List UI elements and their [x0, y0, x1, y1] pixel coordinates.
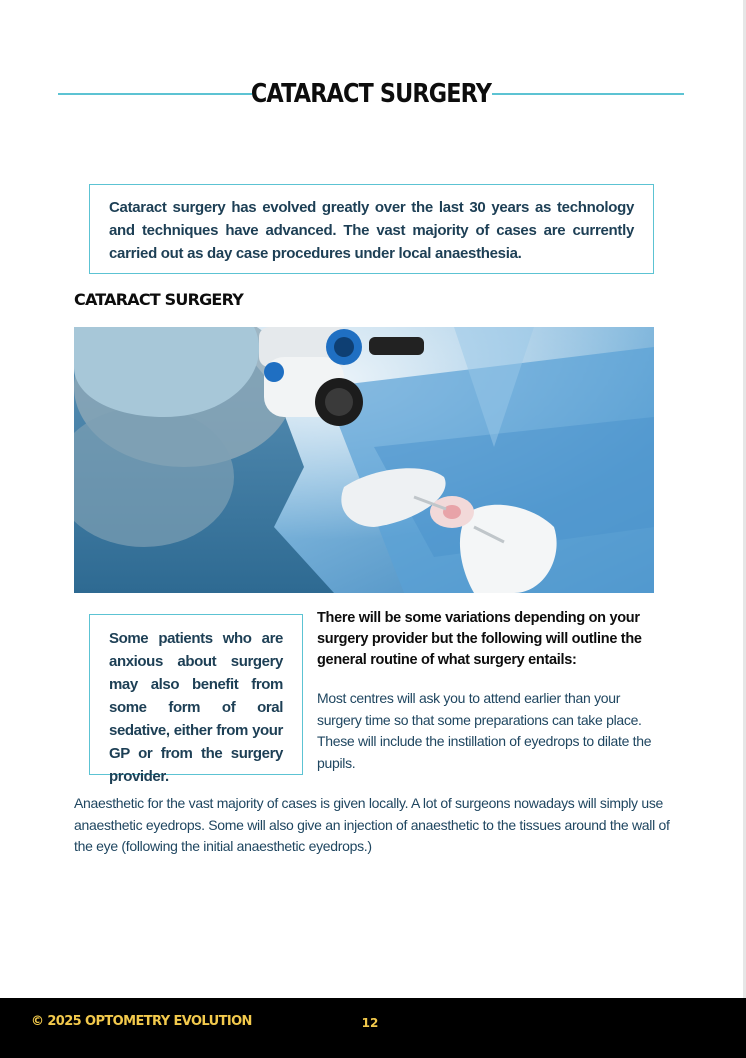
section-heading: CATARACT SURGERY — [74, 290, 243, 309]
footer-copyright: © 2025 OPTOMETRY EVOLUTION — [31, 1014, 252, 1029]
intro-callout-text: Cataract surgery has evolved greatly over the last 30 years as technology and techniques have advanced. The vast majority of cases are currently carried out as day case procedures under local anaesthesia. — [109, 199, 634, 262]
preparation-text: Most centres will ask you to attend earlier than your surgery time so that some preparations can take place. These will include the instillation of eyedrops to dilate the pupils. — [317, 690, 652, 771]
sedation-callout-text: Some patients who are anxious about surgery may also benefit from some form of oral sedative, either from your GP or from the surgery provider. — [109, 630, 283, 785]
title-row — [58, 72, 684, 116]
anaesthetic-paragraph: Anaesthetic for the vast majority of cases is given locally. A lot of surgeons nowadays will simply use anaesthetic eyedrops. Some will also give an injection of anaesthetic to the tissues around the wall of the eye (following the initial anaesthetic eyedrops.) — [74, 795, 670, 854]
surgery-photo — [74, 327, 654, 593]
surgeon-microscope-photo-icon — [74, 327, 654, 593]
routine-lead-text: There will be some variations depending on your surgery provider but the following will outline the general routine of what surgery entails: — [317, 610, 642, 668]
footer-bar — [0, 998, 746, 1058]
right-column — [317, 608, 667, 774]
page-number: 12 — [361, 1016, 379, 1030]
sedation-callout-box — [89, 614, 303, 785]
page-title: CATARACT SURGERY — [250, 79, 492, 109]
intro-callout-box — [89, 184, 654, 274]
